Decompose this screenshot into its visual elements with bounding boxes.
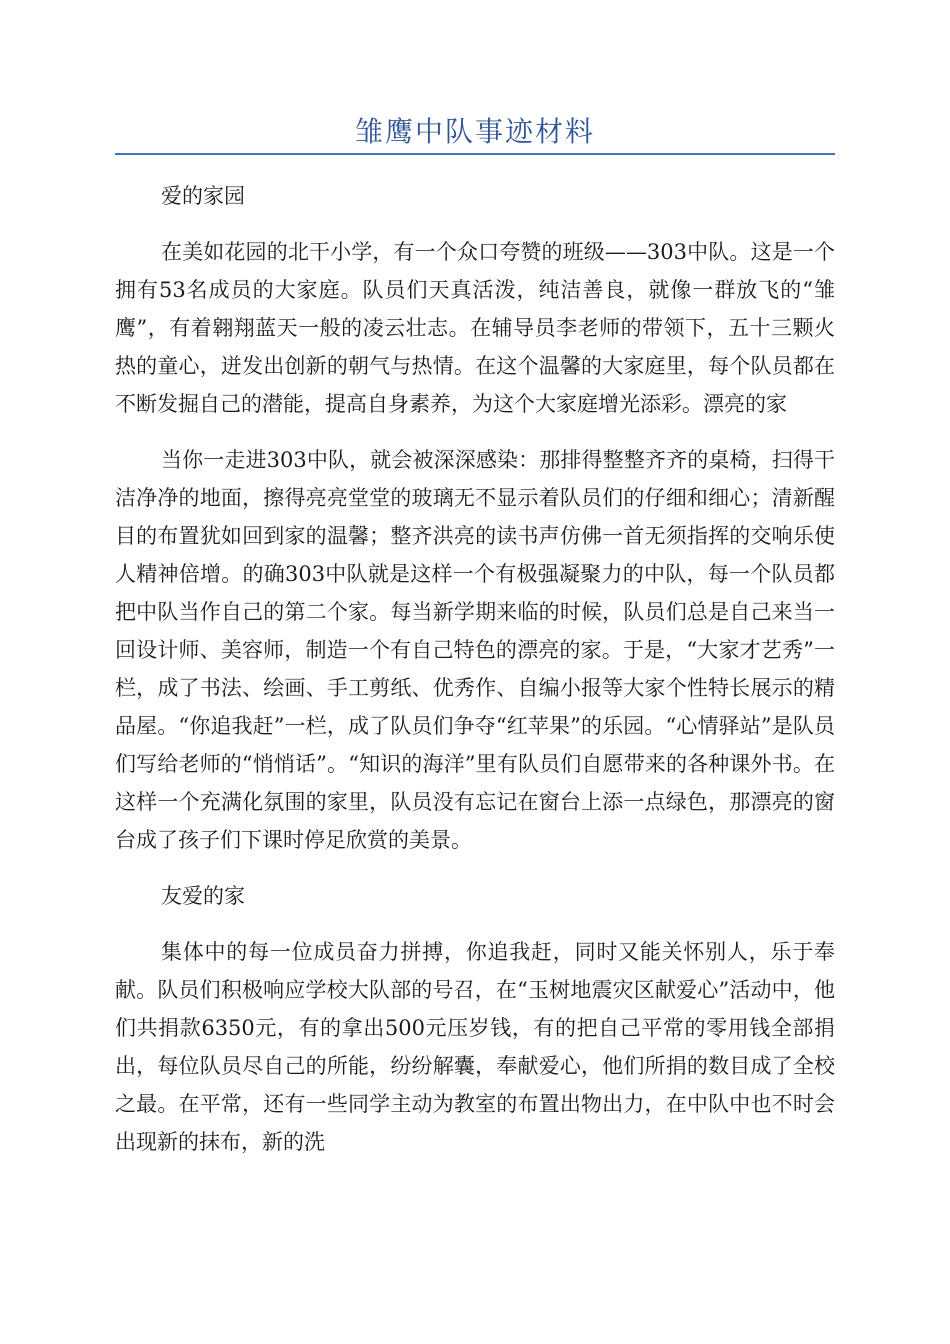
document-body: [115, 177, 835, 1161]
spacer: [115, 859, 835, 877]
document-title: 雏鹰中队事迹材料: [354, 115, 595, 148]
spacer: [115, 915, 835, 933]
paragraph: 当你一走进303中队，就会被深深感染：那排得整整齐齐的桌椅，扫得干洁净净的地面，擦得亮亮堂堂的玻璃无不显示着队员们的仔细和细心；清新醒目的布置犹如回到家的温馨；整齐洪亮的读书声仿佛一首无须指挥的交响乐使人精神倍增。的确303中队就是这样一个有极强凝聚力的中队，每一个队员都把中队当作自己的第二个家。每当新学期来临的时候，队员们总是自己来当一回设计师、美容师，制造一个有自己特色的漂亮的家。于是，“大家才艺秀”一栏，成了书法、绘画、手工剪纸、优秀作、自编小报等大家个性特长展示的精品屋。“你追我赶”一栏，成了队员们争夺“红苹果”的乐园。“心情驿站”是队员们写给老师的“悄悄话”。“知识的海洋”里有队员们自愿带来的各种课外书。在这样一个充满化氛围的家里，队员没有忘记在窗台上添一点绿色，那漂亮的窗台成了孩子们下课时停足欣赏的美景。: [115, 448, 835, 852]
paragraph: 在美如花园的北干小学，有一个众口夸赞的班级——303中队。这是一个拥有53名成员的大家庭。队员们天真活泼，纯洁善良，就像一群放飞的“雏鹰”，有着翱翔蓝天一般的凌云壮志。在辅导员李老师的带领下，五十三颗火热的童心，迸发出创新的朝气与热情。在这个温馨的大家庭里，每个队员都在不断发掘自己的潜能，提高自身素养，为这个大家庭增光添彩。漂亮的家: [115, 240, 835, 416]
section-heading: 爱的家园: [161, 184, 245, 208]
spacer: [115, 423, 835, 441]
spacer: [115, 215, 835, 233]
section-heading: 友爱的家: [161, 884, 245, 908]
paragraph: 集体中的每一位成员奋力拼搏，你追我赶，同时又能关怀别人，乐于奉献。队员们积极响应学校大队部的号召，在“玉树地震灾区献爱心”活动中，他们共捐款6350元，有的拿出500元压岁钱，有的把自己平常的零用钱全部捐出，每位队员尽自己的所能，纷纷解囊，奉献爱心，他们所捐的数目成了全校之最。在平常，还有一些同学主动为教室的布置出物出力，在中队中也不时会出现新的抹布，新的洗: [115, 940, 835, 1154]
title-underline: [115, 153, 835, 155]
